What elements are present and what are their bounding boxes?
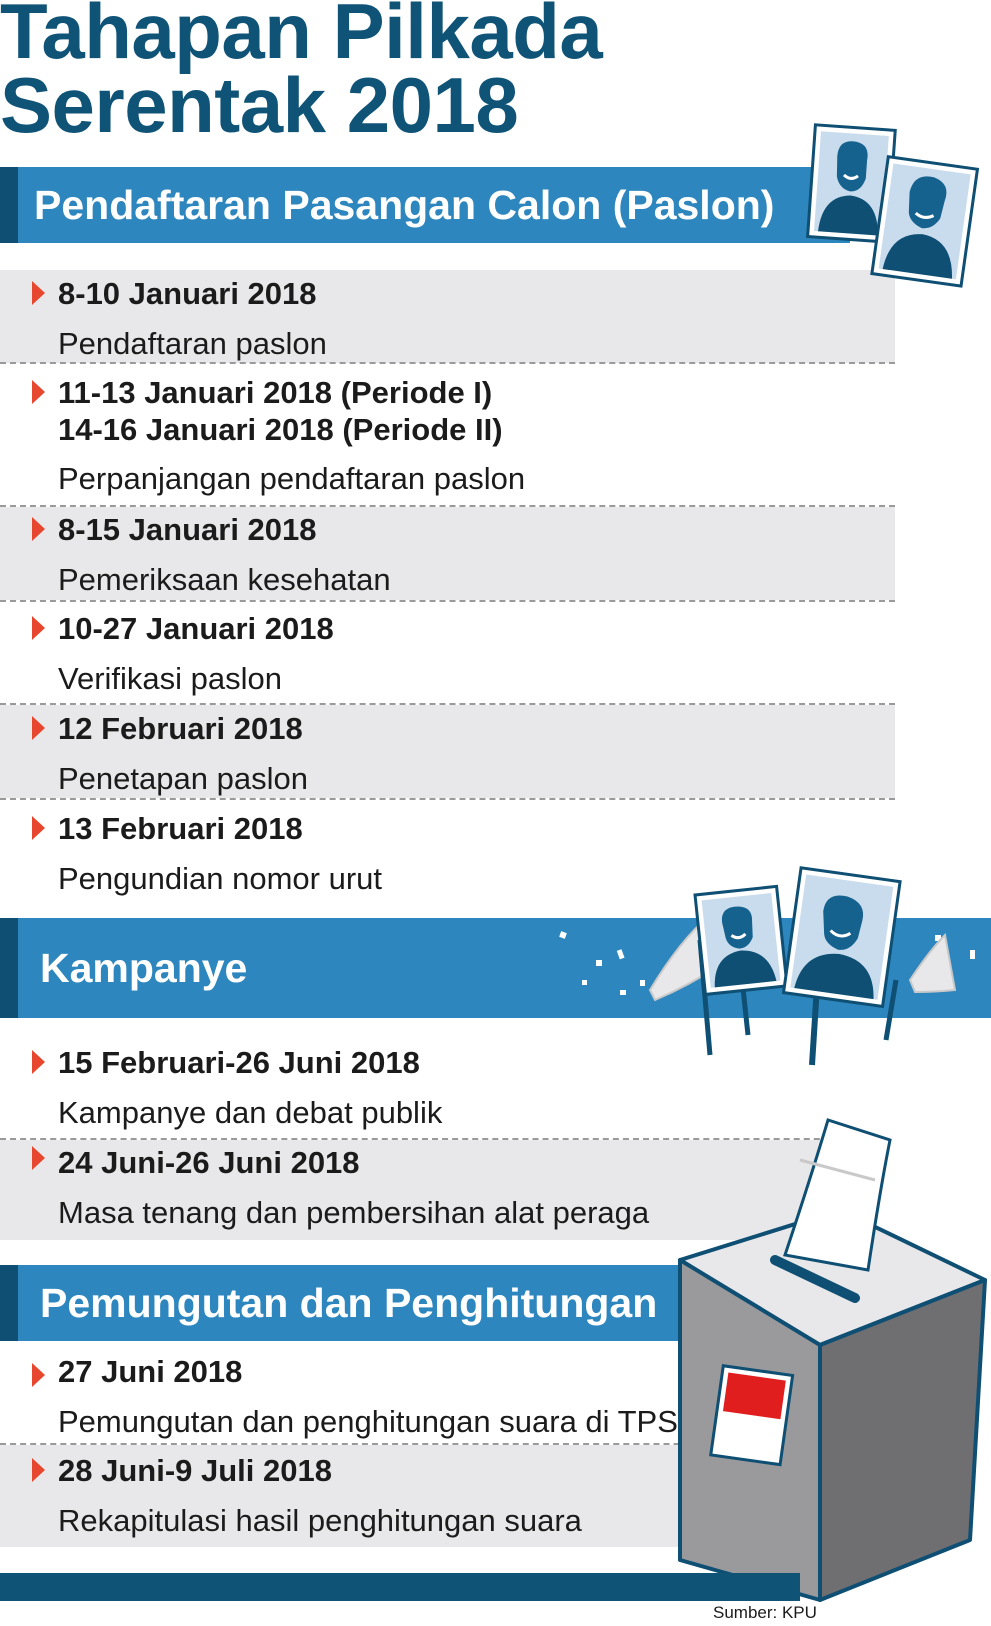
item-date: 8-15 Januari 2018 <box>58 512 317 547</box>
arrow-marker-icon <box>32 1363 45 1387</box>
item-date: 11-13 Januari 2018 (Periode I) 14-16 Januari 2018 (Periode II) <box>58 375 503 447</box>
dashed-divider <box>0 798 895 800</box>
item-date: 12 Februari 2018 <box>58 711 303 746</box>
title-line-1: Tahapan Pilkada <box>0 0 603 75</box>
item-description: Perpanjangan pendaftaran paslon <box>58 461 526 496</box>
item-description: Pemeriksaan kesehatan <box>58 562 391 597</box>
page-title <box>0 0 603 149</box>
arrow-marker-icon <box>32 816 45 840</box>
arrow-marker-icon <box>32 1146 45 1170</box>
section-stripe <box>0 918 18 1018</box>
ballot-box-icon <box>680 1120 985 1600</box>
section-heading: Pemungutan dan Penghitungan <box>40 1280 658 1326</box>
title-line-2: Serentak 2018 <box>0 61 519 149</box>
arrow-marker-icon <box>32 380 45 404</box>
item-description: Pemungutan dan penghitungan suara di TPS <box>58 1404 678 1439</box>
footer-bar <box>0 1573 800 1601</box>
section-header-pemungutan <box>0 1265 780 1341</box>
item-date: 28 Juni-9 Juli 2018 <box>58 1453 332 1488</box>
item-date: 10-27 Januari 2018 <box>58 611 334 646</box>
item-date: 15 Februari-26 Juni 2018 <box>58 1045 420 1080</box>
item-description: Pendaftaran paslon <box>58 326 327 361</box>
candidate-photos-icon <box>800 125 990 295</box>
dashed-divider <box>0 600 895 602</box>
arrow-marker-icon <box>32 1050 45 1074</box>
item-description: Penetapan paslon <box>58 761 308 796</box>
dashed-divider <box>0 362 895 364</box>
item-description: Kampanye dan debat publik <box>58 1095 443 1130</box>
item-date: 27 Juni 2018 <box>58 1354 243 1389</box>
section-header-pendaftaran <box>0 167 850 243</box>
item-date: 24 Juni-26 Juni 2018 <box>58 1145 360 1180</box>
arrow-marker-icon <box>32 616 45 640</box>
item-date: 13 Februari 2018 <box>58 811 303 846</box>
section-heading: Kampanye <box>40 945 248 991</box>
item-description: Rekapitulasi hasil penghitungan suara <box>58 1503 582 1538</box>
item-description: Masa tenang dan pembersihan alat peraga <box>58 1195 650 1230</box>
item-description: Pengundian nomor urut <box>58 861 383 896</box>
item-date: 8-10 Januari 2018 <box>58 276 317 311</box>
arrow-marker-icon <box>32 281 45 305</box>
arrow-marker-icon <box>32 1458 45 1482</box>
arrow-marker-icon <box>32 517 45 541</box>
section-heading: Pendaftaran Pasangan Calon (Paslon) <box>34 182 775 228</box>
section-stripe <box>0 1265 18 1341</box>
arrow-marker-icon <box>32 716 45 740</box>
section-stripe <box>0 167 18 243</box>
campaign-signs-icon <box>560 880 991 1060</box>
item-description: Verifikasi paslon <box>58 661 283 696</box>
source-credit: Sumber: KPU <box>713 1603 817 1622</box>
